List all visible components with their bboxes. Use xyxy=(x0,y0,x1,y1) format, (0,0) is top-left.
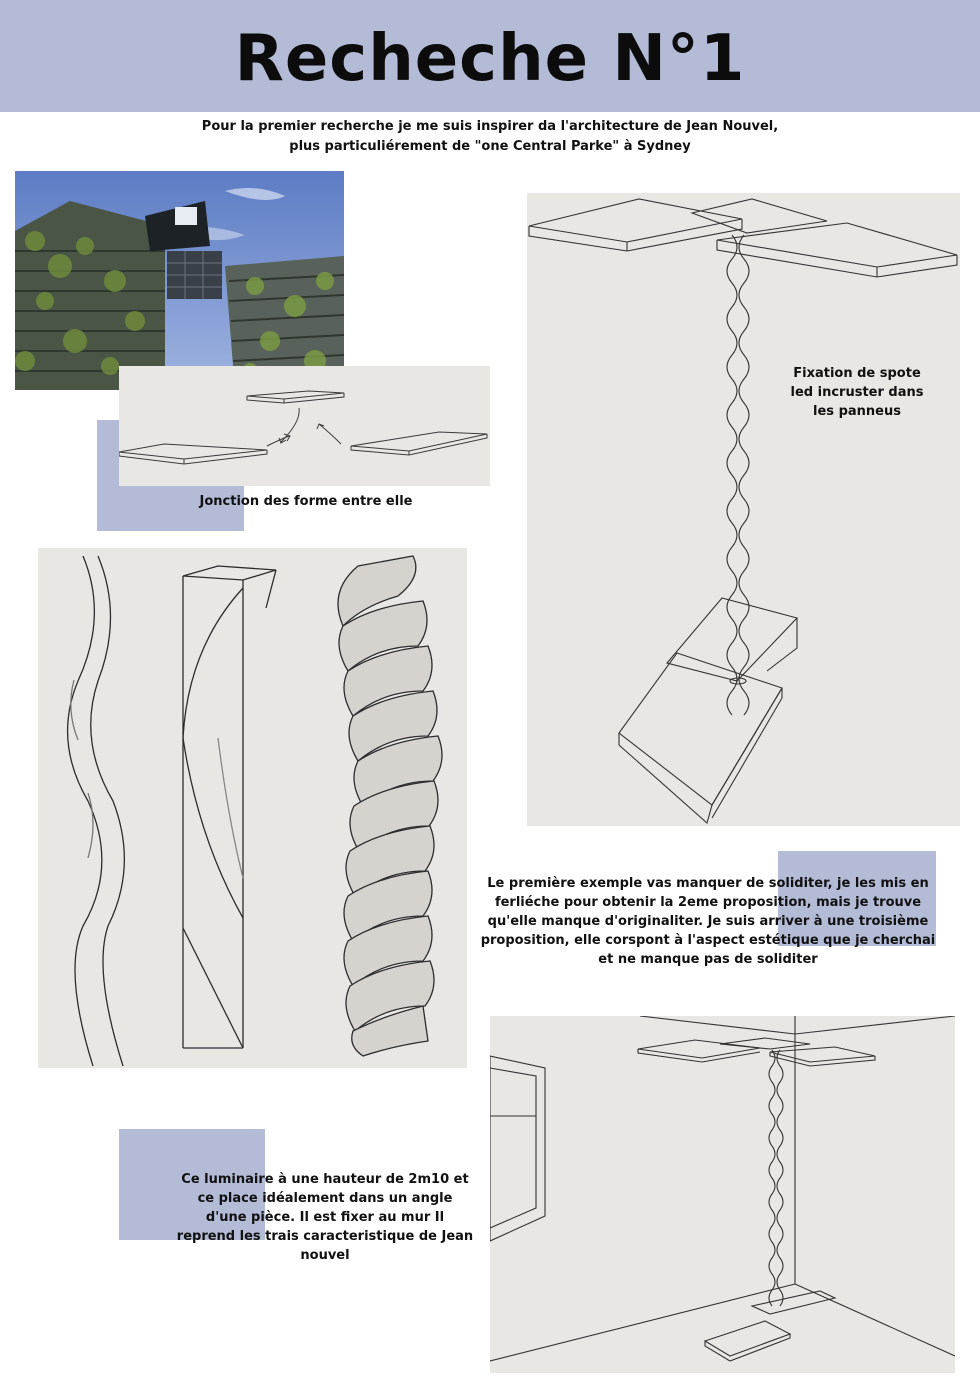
intro-line-2: plus particuliérement de "one Central Parke" à Sydney xyxy=(289,139,691,154)
intro-line-1: Pour la premier recherche je me suis inspirer da l'architecture de Jean Nouvel, xyxy=(201,119,779,134)
intro-text xyxy=(150,117,830,157)
final-line-1: Ce luminaire à une hauteur de 2m10 et xyxy=(181,1172,469,1187)
junction-caption: Jonction des forme entre elle xyxy=(199,494,413,509)
junction-sketch xyxy=(119,366,490,486)
fixation-line-2: led incruster dans xyxy=(790,385,924,400)
fixation-caption xyxy=(782,364,932,421)
page-title: Recheche N°1 xyxy=(234,22,746,96)
stem-evolution-sketch xyxy=(38,548,467,1068)
lamp-room-sketch xyxy=(490,1016,955,1373)
lamp-perspective-sketch xyxy=(527,193,960,826)
final-line-5: nouvel xyxy=(300,1248,350,1263)
evolution-line-5: et ne manque pas de soliditer xyxy=(598,952,818,967)
evolution-caption xyxy=(470,874,946,969)
evolution-line-1: Le première exemple vas manquer de soliditer, je les mis en xyxy=(487,876,929,891)
evolution-line-2: ferliéche pour obtenir la 2eme proposition, mais je trouve xyxy=(494,895,922,910)
final-caption xyxy=(163,1170,487,1265)
fixation-line-1: Fixation de spote xyxy=(793,366,921,381)
fixation-line-3: les panneus xyxy=(813,404,901,419)
evolution-line-3: qu'elle manque d'originaliter. Je suis arriver à une troisième xyxy=(487,914,929,929)
final-line-2: ce place idéalement dans un angle xyxy=(197,1191,453,1206)
one-central-park-photo xyxy=(15,171,344,390)
evolution-line-4: proposition, elle corspont à l'aspect estétique que je cherchai xyxy=(480,933,936,948)
final-line-3: d'une pièce. Il est fixer au mur Il xyxy=(205,1210,445,1225)
final-line-4: reprend les trais caracteristique de Jean xyxy=(176,1229,474,1244)
